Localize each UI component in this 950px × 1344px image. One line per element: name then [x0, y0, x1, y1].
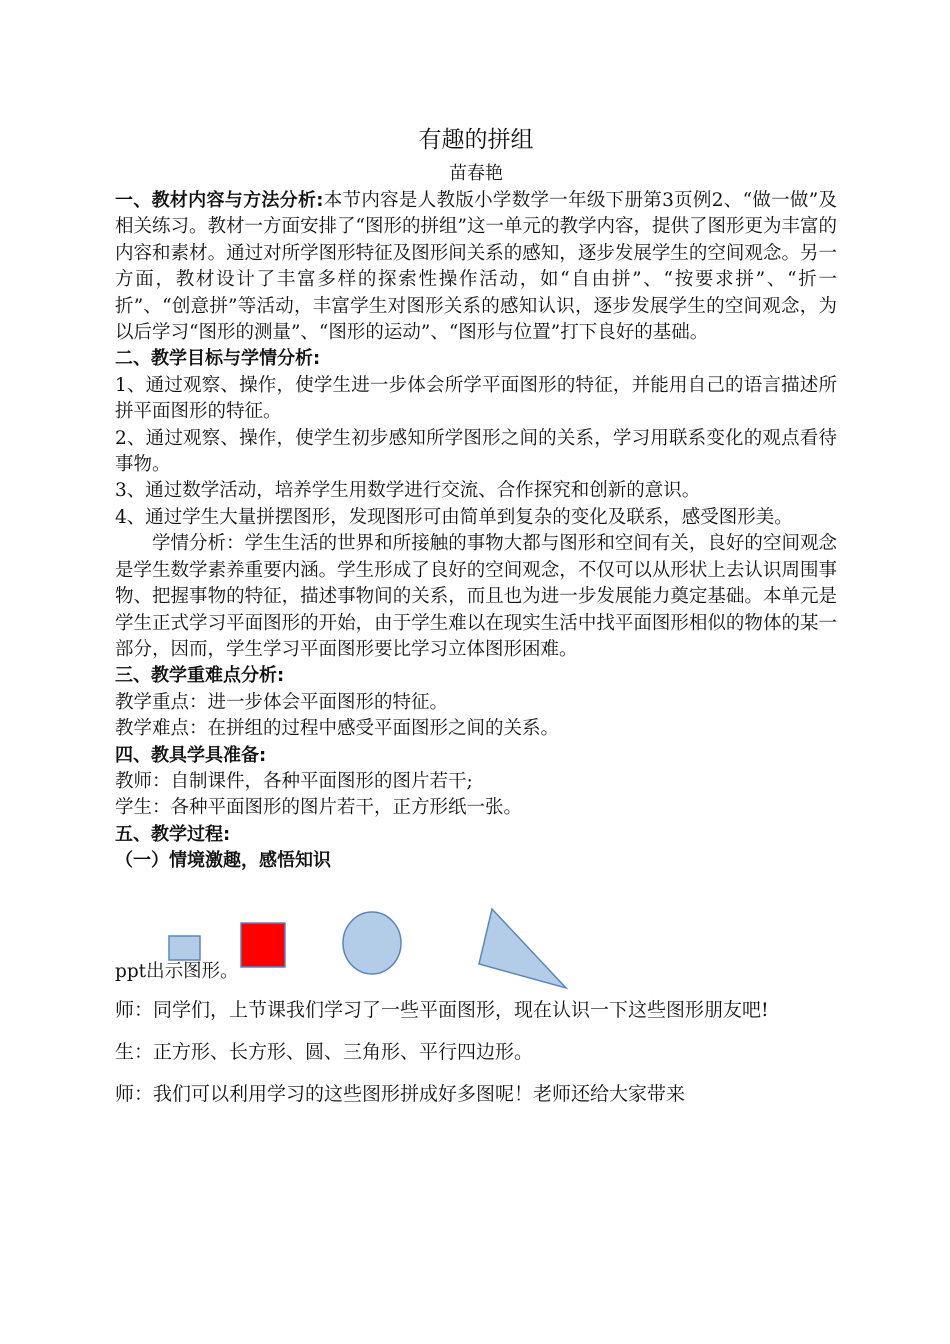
goal-item-1: 1、通过观察、操作，使学生进一步体会所学平面图形的特征，并能用自己的语言描述所拼平面图形的特征。 — [115, 374, 837, 423]
goal-item-4: 4、通过学生大量拼摆图形，发现图形可由简单到复杂的变化及联系，感受图形美。 — [115, 506, 793, 528]
doc-title: 有趣的拼组 — [418, 127, 534, 153]
section-5-heading: 五、教学过程: — [115, 823, 231, 845]
section-1 — [115, 188, 837, 346]
key-point: 教学重点：进一步体会平面图形的特征。 — [115, 691, 449, 713]
subsection-1-heading: （一）情境激趣，感悟知识 — [115, 850, 331, 872]
small-square-shape — [169, 936, 200, 960]
document-page — [115, 120, 837, 1115]
circle-shape — [343, 912, 401, 974]
dialog-line-2: 生：正方形、长方形、圆、三角形、平行四边形。 — [115, 1040, 534, 1063]
student-analysis: 学情分析：学生生活的世界和所接触的事物大都与图形和空间有关，良好的空间观念是学生数学素养重要内涵。学生形成了良好的空间观念，不仅可以从形状上去认识周围事物、把握事物的特征，描述事物间的关系，而且也为进一步发展能力奠定基础。本单元是学生正式学习平面图形的开始，由于学生难以在现实生活中找平面图形相似的物体的某一部分，因而，学生学习平面图形要比学习立体图形困难。 — [115, 533, 837, 660]
dialog-line-3: 师：我们可以利用学习的这些图形拼成好多图呢！老师还给大家带来 — [115, 1082, 686, 1105]
red-square-shape — [241, 923, 285, 967]
section-1-heading: 一、教材内容与方法分析: — [115, 190, 324, 211]
section-4-heading: 四、教具学具准备: — [115, 744, 267, 766]
triangle-shape — [479, 909, 566, 988]
ppt-line: ppt出示图形。 — [115, 960, 239, 982]
teacher-tools: 教师：自制课件，各种平面图形的图片若干; — [115, 770, 473, 792]
section-3-heading: 三、教学重难点分析: — [115, 665, 285, 687]
dialog-line-1: 师：同学们，上节课我们学习了一些平面图形，现在认识一下这些图形朋友吧! — [115, 998, 769, 1021]
section-1-text: 本节内容是人教版小学数学一年级下册第3页例2、“做一做”及相关练习。教材一方面安排了“图形的拼组”这一单元的教学内容，提供了图形更为丰富的内容和素材。通过对所学图形特征及图形间关系的感知，逐步发展学生的空间观念。另一方面，教材设计了丰富多样的探索性操作活动，如“自由拼”、“按要求拼”、“折一折”、“创意拼”等活动，丰富学生对图形关系的感知认识，逐步发展学生的空间观念，为以后学习“图形的测量”、“图形的运动”、“图形与位置”打下良好的基础。 — [115, 190, 837, 344]
doc-author: 苗春艳 — [449, 163, 503, 184]
shapes-figure — [115, 885, 837, 982]
student-tools: 学生：各种平面图形的图片若干，正方形纸一张。 — [115, 797, 523, 819]
difficult-point: 教学难点：在拼组的过程中感受平面图形之间的关系。 — [115, 718, 560, 740]
section-2-heading: 二、教学目标与学情分析: — [115, 348, 321, 370]
goal-item-2: 2、通过观察、操作，使学生初步感知所学图形之间的关系，学习用联系变化的观点看待事物。 — [115, 427, 837, 476]
goal-item-3: 3、通过数学活动，培养学生用数学进行交流、合作探究和创新的意识。 — [115, 480, 701, 502]
